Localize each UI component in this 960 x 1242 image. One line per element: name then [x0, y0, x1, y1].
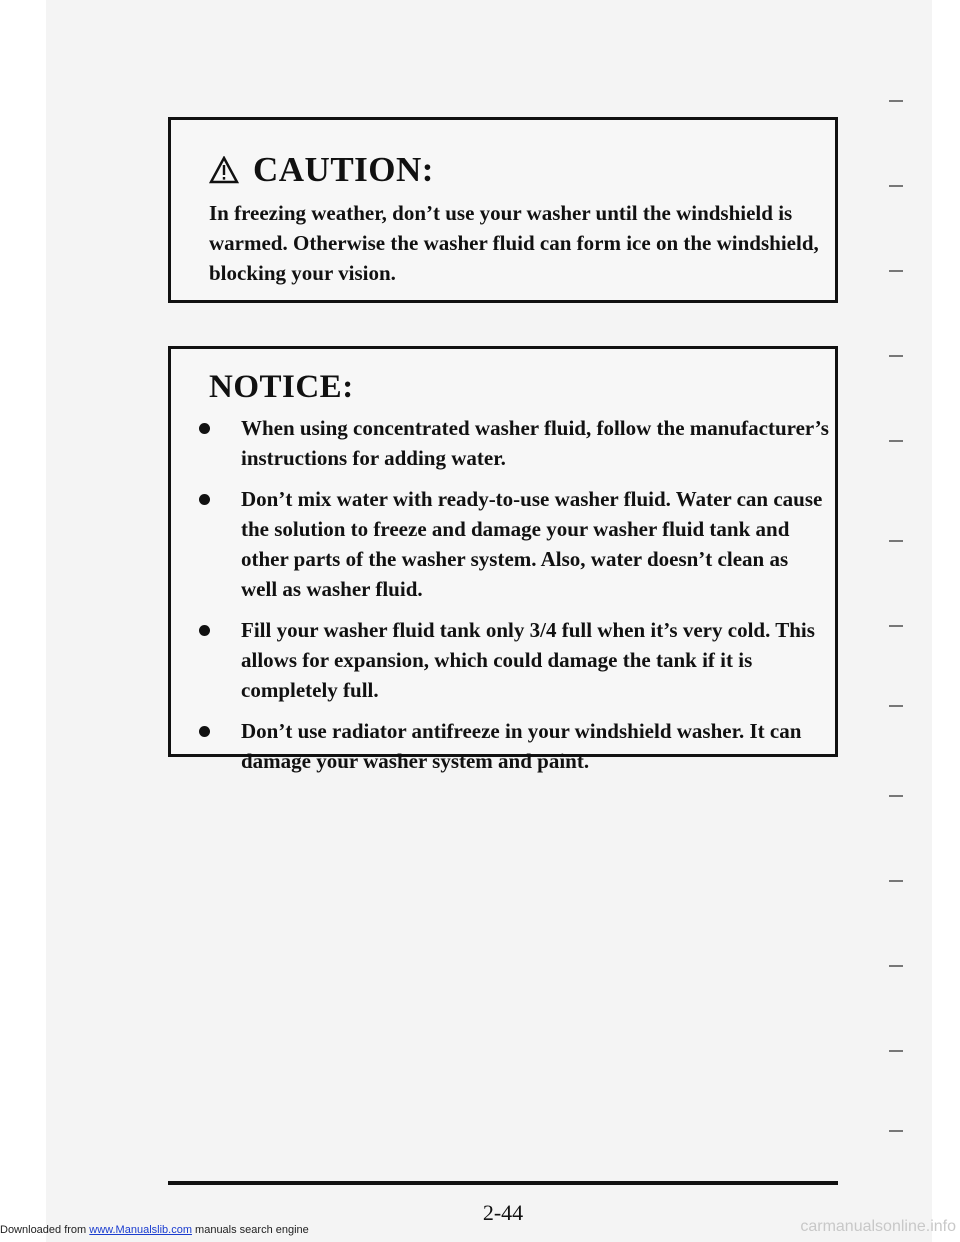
edge-mark [889, 625, 903, 627]
notice-item-text: When using concentrated washer fluid, follow the manufacturer’s instructions for adding water. [241, 416, 829, 470]
notice-item-radiator-antifreeze [199, 716, 829, 776]
bullet-icon [199, 494, 210, 505]
notice-item-cold-fill [199, 615, 829, 705]
caution-header [209, 150, 434, 190]
caution-title: CAUTION: [253, 150, 434, 189]
edge-mark [889, 185, 903, 187]
watermark-prefix: Downloaded from [0, 1224, 90, 1236]
bullet-icon [199, 423, 210, 434]
edge-mark [889, 1130, 903, 1132]
edge-mark [889, 270, 903, 272]
caution-text: In freezing weather, don’t use your washer until the windshield is warmed. Otherwise the washer fluid can form ice on the windshield, blocking your vision. [209, 201, 819, 285]
bullet-icon [199, 726, 210, 737]
edge-mark [889, 965, 903, 967]
page-number: 2-44 [482, 1200, 524, 1225]
download-watermark [0, 1224, 309, 1236]
notice-item-ready-to-use-fluid [199, 484, 829, 604]
edge-mark [889, 795, 903, 797]
edge-mark [889, 100, 903, 102]
notice-title: NOTICE: [209, 369, 354, 405]
bullet-icon [199, 625, 210, 636]
edge-mark [889, 880, 903, 882]
page-edge-marks [889, 0, 913, 1242]
edge-mark [889, 440, 903, 442]
manualslib-link[interactable]: www.Manualslib.com [89, 1224, 192, 1236]
notice-list [199, 413, 829, 787]
notice-item-text: Fill your washer fluid tank only 3/4 full when it’s very cold. This allows for expansion, which could damage the tank if it is completely full. [241, 618, 815, 702]
edge-mark [889, 705, 903, 707]
site-watermark: carmanualsonline.info [800, 1218, 956, 1235]
warning-triangle-icon [209, 156, 239, 184]
footer-rule [168, 1181, 838, 1185]
notice-item-text: Don’t mix water with ready-to-use washer fluid. Water can cause the solution to freeze and damage your washer fluid tank and other parts of the washer system. Also, water doesn’t clean as well as washer fluid. [241, 487, 823, 601]
notice-item-text: Don’t use radiator antifreeze in your windshield washer. It can damage your washer system and paint. [241, 719, 802, 773]
edge-mark [889, 540, 903, 542]
watermark-suffix: manuals search engine [191, 1224, 309, 1236]
caution-box [168, 117, 838, 303]
notice-item-concentrated-fluid [199, 413, 829, 473]
edge-mark [889, 355, 903, 357]
notice-box [168, 346, 838, 773]
edge-mark [889, 1050, 903, 1052]
